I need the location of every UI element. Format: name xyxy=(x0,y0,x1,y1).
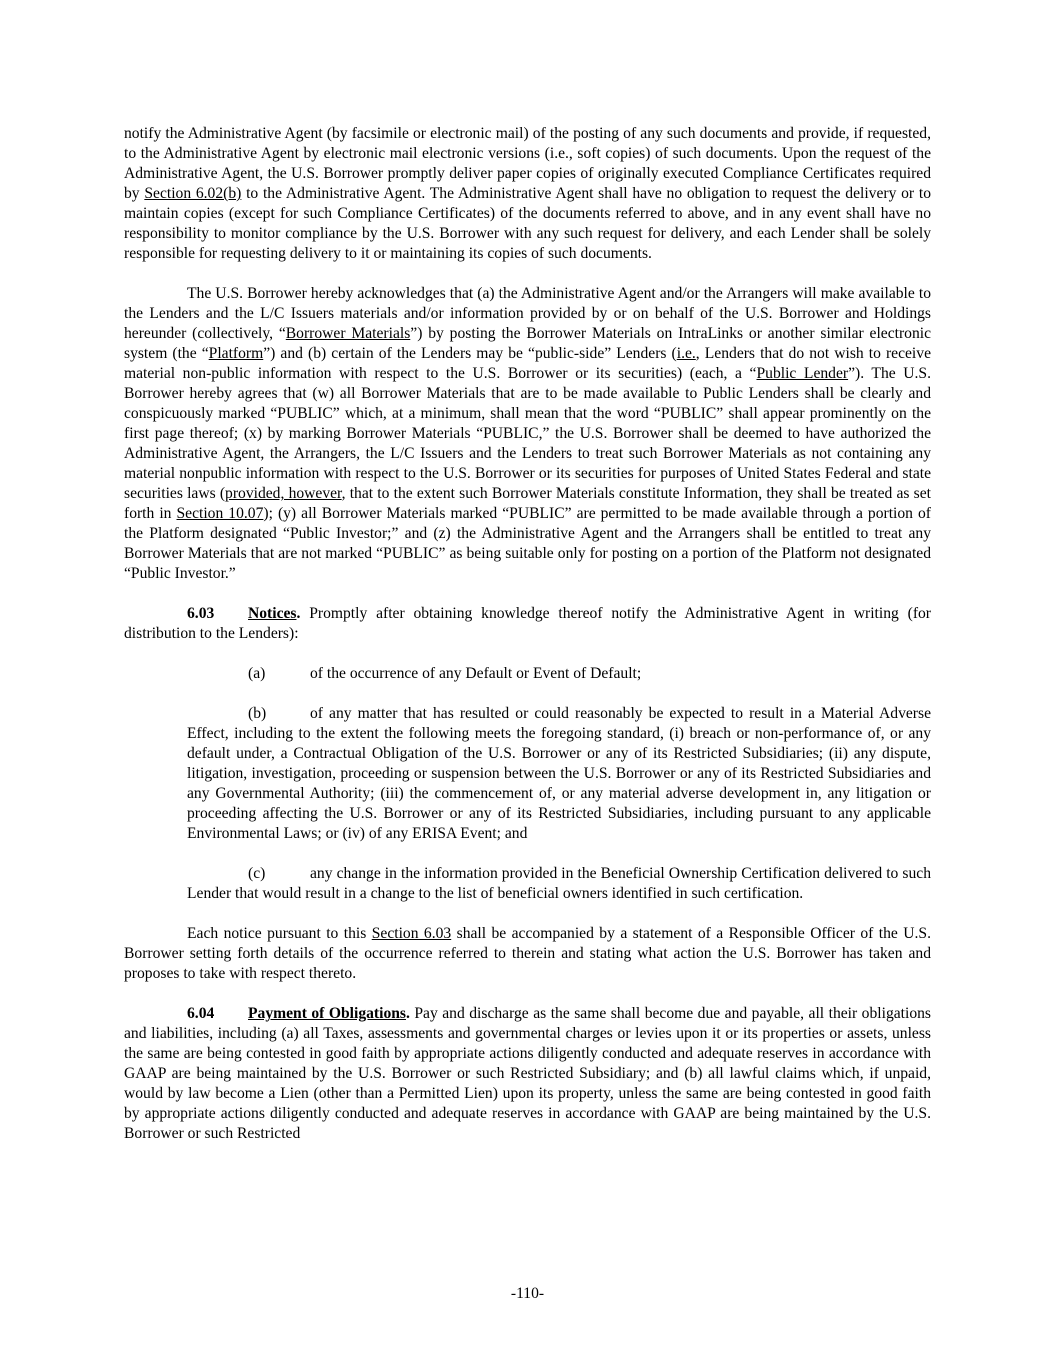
section-604-body: 6.04 Payment of Obligations. Pay and discharge as the same shall become due and payable, all their obligations and liabilities, including (a) all Taxes, assessments and governmental charges or levies upon it or its properties or assets, unless the same are being contested in good faith by appropriate actions diligently conducted and adequate reserves in accordance with GAAP are being maintained by the U.S. Borrower or such Restricted Subsidiary; and (b) all lawful claims which, if unpaid, would by law become a Lien (other than a Permitted Lien) upon its property, unless the same are being contested in good faith by appropriate actions diligently conducted and adequate reserves in accordance with GAAP are being maintained by the U.S. Borrower or such Restricted xyxy=(124,1005,931,1142)
defined-term: Platform xyxy=(208,345,264,362)
list-item: (c) any change in the information provided in the Beneficial Ownership Certification delivered to such Lender that would result in a change to the list of beneficial owners identified in such certification. xyxy=(187,865,931,902)
list-item-label: (c) xyxy=(248,865,266,882)
defined-term: provided, however xyxy=(225,485,342,502)
list-item: (b) of any matter that has resulted or could reasonably be expected to result in a Material Adverse Effect, including to the extent the following meets the foregoing standard, (i) breach or non-performance of, or any default under, a Contractual Obligation of the U.S. Borrower or any of its Restricted Subsidiaries; (ii) any dispute, litigation, investigation, proceeding or suspension between the U.S. Borrower or any of its Restricted Subsidiaries and any Governmental Authority; (iii) the commencement of, or any material adverse development in, any litigation or proceeding affecting the U.S. Borrower or any of its Restricted Subsidiaries, including pursuant to any applicable Environmental Laws; or (iv) of any ERISA Event; and xyxy=(187,705,931,842)
list-item: (a) of the occurrence of any Default or Event of Default; xyxy=(248,665,642,682)
paragraph-delivery-notice: notify the Administrative Agent (by facsimile or electronic mail) of the posting of any such documents and provide, if requested, to the Administrative Agent by electronic mail electronic versions (i.e., soft copies) of such documents. Upon the request of the Administrative Agent, the U.S. Borrower promptly deliver paper copies of originally executed Compliance Certificates required by Section 6.02(b) to the Administrative Agent. The Administrative Agent shall have no obligation to request the delivery or to maintain copies (except for such Compliance Certificates) of the documents referred to above, and in any event shall have no responsibility to monitor compliance by the U.S. Borrower with any such request for delivery, and each Lender shall be solely responsible for requesting delivery to it or maintaining its copies of such documents. xyxy=(124,125,931,262)
list-item-label: (b) xyxy=(248,705,267,722)
section-number: 6.03 xyxy=(187,605,215,622)
defined-term: Public Lender xyxy=(756,365,849,382)
document-page xyxy=(124,124,931,1144)
defined-term: Borrower Materials xyxy=(285,325,411,342)
paragraph-borrower-materials: The U.S. Borrower hereby acknowledges that (a) the Administrative Agent and/or the Arrangers will make available to the Lenders and the L/C Issuers materials and/or information provided by or on behalf of the U.S. Borrower and Holdings hereunder (collectively, “Borrower Materials”) by posting the Borrower Materials on IntraLinks or another similar electronic system (the “Platform”) and (b) certain of the Lenders may be “public-side” Lenders (i.e., Lenders that do not wish to receive material non-public information with respect to the U.S. Borrower or its securities) (each, a “Public Lender”). The U.S. Borrower hereby agrees that (w) all Borrower Materials that are to be made available to Public Lenders shall be clearly and conspicuously marked “PUBLIC” which, at a minimum, shall mean that the word “PUBLIC” shall appear prominently on the first page thereof; (x) by marking Borrower Materials “PUBLIC,” the U.S. Borrower shall be deemed to have authorized the Administrative Agent, the Arrangers, the L/C Issuers and the Lenders to treat such Borrower Materials as not containing any material nonpublic information with respect to the U.S. Borrower or its securities for purposes of United States Federal and state securities laws (provided, however, that to the extent such Borrower Materials constitute Information, they shall be treated as set forth in Section 10.07); (y) all Borrower Materials marked “PUBLIC” are permitted to be made available through a portion of the Platform designated “Public Investor;” and (z) the Administrative Agent and the Arrangers shall be entitled to treat any Borrower Materials that are not marked “PUBLIC” as being suitable only for posting on a portion of the Platform not designated “Public Investor.” xyxy=(124,285,932,582)
page-number: -110- xyxy=(510,1285,545,1302)
section-heading: Notices xyxy=(248,605,297,622)
section-number: 6.04 xyxy=(187,1005,215,1022)
cross-reference-link: Section 6.03 xyxy=(371,925,452,942)
paragraph-notice-statement: Each notice pursuant to this Section 6.03 shall be accompanied by a statement of a Responsible Officer of the U.S. Borrower setting forth details of the occurrence referred to therein and stating what action the U.S. Borrower has taken and proposes to take with respect thereto. xyxy=(124,925,931,982)
section-603-intro: 6.03 Notices. Promptly after obtaining knowledge thereof notify the Administrative Agent in writing (for distribution to the Lenders): xyxy=(124,605,931,642)
defined-term: i.e. xyxy=(676,345,696,362)
section-heading: Payment of Obligations xyxy=(248,1005,406,1022)
cross-reference-link: Section 10.07 xyxy=(176,505,264,522)
cross-reference-link: Section 6.02(b) xyxy=(144,185,242,202)
list-item-label: (a) xyxy=(248,665,266,682)
